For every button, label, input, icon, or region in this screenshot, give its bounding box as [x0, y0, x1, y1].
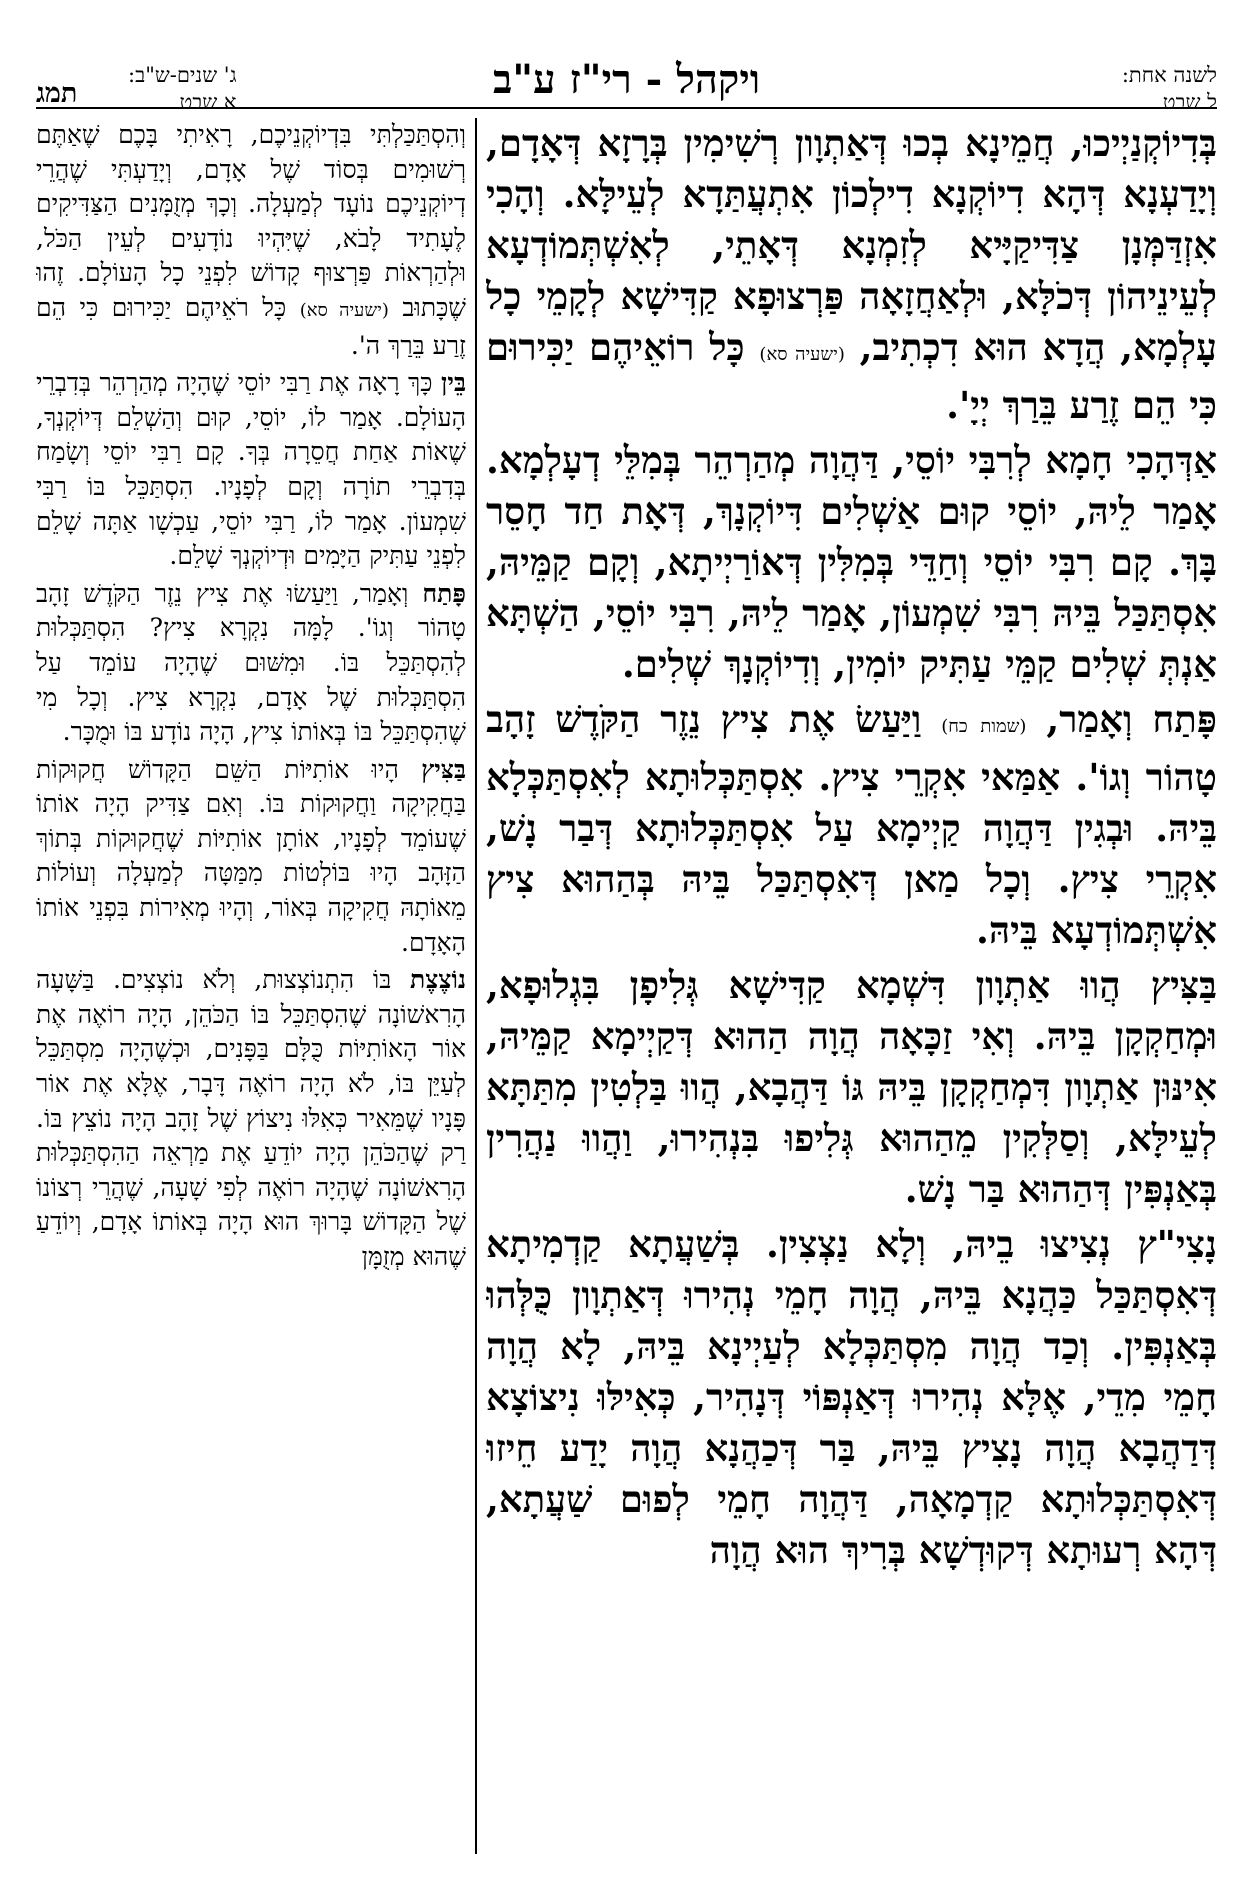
- side-p4-text: הָיוּ אוֹתִיּוֹת הַשֵּׁם הַקָּדוֹשׁ חֲקוּקוֹת בַּחֲקִיקָה וַחֲקוּקוֹת בּוֹ. וְאִם צַדִּיק הָיָה אוֹתוֹ שֶׁעוֹמֵד לְפָנָיו, אוֹתָן אוֹתִיּוֹת שֶׁחֲקוּקוֹת בְּתוֹךְ הַזָּהָב הָיוּ בּוֹלְטוֹת מִמַּטָּה לְמַעְלָה וְעוֹלוֹת מֵאוֹתָהּ חֲקִיקָה בְּאוֹר, וְהָיוּ מְאִירוֹת בִּפְנֵי אוֹתוֹ הָאָדָם.: [36, 754, 466, 957]
- main-p2-text: אַדְּהָכִי חָמָא לְרִבִּי יוֹסֵי, דַּהֲוָה מְהַרְהֵר בְּמִלֵּי דְעָלְמָא. אָמַר לֵיהּ, יוֹסֵי קוּם אַשְׁלִים דִּיוֹקְנָךְ, דְּאָת חַד חָסֵר בָּךְ. קָם רִבִּי יוֹסֵי וְחַדֵּי בְּמִלִּין דְּאוֹרַיְיתָא, וְקָם קַמֵּיהּ, אִסְתַּכַּל בֵּיהּ רִבִּי שִׁמְעוֹן, אָמַר לֵיהּ, רִבִּי יוֹסֵי, הַשְׁתָּא אַנְתְּ שְׁלִים קַמֵּי עַתִּיק יוֹמִין, וְדִיוֹקְנָךְ שְׁלִים.: [486, 438, 1217, 686]
- side-p3-lead: פָּתַח: [422, 578, 466, 608]
- page-number: תמג: [36, 78, 78, 109]
- main-p1-ref: (ישעיה סא): [759, 344, 845, 365]
- side-p1-ref: (ישעיה סא): [299, 299, 389, 321]
- main-p1-text: בְּדִיוֹקְנַיְיכוּ, חֲמֵינָא בְכוּ דְּאַתְוָון רְשִׁימִין בְּרָזָא דְּאָדָם, וְיָדַעְנָא דְּהָא דִיוֹקְנָא דִילְכוֹן אִתְעֲתַּדָא לְעֵילָּא. וְהָכִי אִזְדַּמְּנָן צַדִּיקַיָּיא לְזִמְנָא דְּאָתֵי, לְאִשְׁתְּמוֹדְעָא לְעֵינֵיהוֹן דְּכֹלָּא, וּלְאַחֲזָאָה פַּרְצוּפָא קַדִּישָׁא לְקָמֵי כָל עָלְמָא, הֲדָא הוּא דִכְתִיב,: [486, 121, 1217, 369]
- side-p1-text: וְהִסְתַּכַּלְתִּי בִּדְיוֹקְנֵיכֶם, רָאִיתִי בָּכֶם שֶׁאַתֶּם רְשׁוּמִים בְּסוֹד שֶׁל אָדָם, וְיָדַעְתִּי שֶׁהֲרֵי דְיוֹקְנֵיכֶם נוֹעָד לְמַעְלָה. וְכָךְ מְזֻמָּנִים הַצַּדִּיקִים לֶעָתִיד לָבֹא, שֶׁיִּהְיוּ נוֹדָעִים לְעֵין הַכֹּל, וּלְהַרְאוֹת פַּרְצוּף קָדוֹשׁ לִפְנֵי כָל הָעוֹלָם. זֶהוּ שֶׁכָּתוּב: [36, 120, 466, 322]
- side-p5-text: בּוֹ הִתְנוֹצְצוּת, וְלֹא נוֹצְצִים. בַּשָּׁעָה הָרִאשׁוֹנָה שֶׁהִסְתַּכֵּל בּוֹ הַכֹּהֵן, הָיָה רוֹאֶה אֶת אוֹר הָאוֹתִיּוֹת כֻּלָּם בַּפָּנִים, וּכְשֶׁהָיָה מִסְתַּכֵּל לְעַיֵּן בּוֹ, לֹא הָיָה רוֹאֶה דָּבָר, אֶלָּא אֶת אוֹר פָּנָיו שֶׁמֵּאִיר כְּאִלּוּ נִיצוֹץ שֶׁל זָהָב הָיָה נוֹצֵץ בּוֹ. רַק שֶׁהַכֹּהֵן הָיָה יוֹדֵעַ אֶת מַרְאֵה הַהִסְתַּכְּלוּת הָרִאשׁוֹנָה שֶׁהָיָה רוֹאֶה לְפִי שָׁעָה, שֶׁהֲרֵי רְצוֹנוֹ שֶׁל הַקָּדוֹשׁ בָּרוּךְ הוּא הָיָה בְּאוֹתוֹ אָדָם, וְיוֹדֵעַ שֶׁהוּא מְזֻמָּן: [36, 965, 466, 1271]
- side-paragraph-3: [36, 577, 466, 750]
- main-paragraph-3: [486, 694, 1217, 956]
- side-p2-lead: בֵּין: [441, 368, 466, 398]
- one-year-schedule-date: ל שבט: [1162, 90, 1217, 114]
- page-header: [36, 40, 1217, 114]
- side-p4-lead: בַּצִּיץ: [421, 754, 466, 784]
- page-title: ויקהל - רי"ז ע"ב: [492, 56, 761, 103]
- side-paragraph-4: [36, 753, 466, 961]
- three-year-schedule-date: א שבט: [179, 90, 237, 114]
- three-year-schedule-label: ג' שנים-ש"ב:: [128, 63, 237, 87]
- header-divider: [36, 107, 1217, 109]
- main-p3-ref: (שמות כח): [941, 716, 1027, 737]
- side-p2-text: כָּךְ רָאָה אֶת רַבִּי יוֹסֵי שֶׁהָיָה מְהַרְהֵר בְּדִבְרֵי הָעוֹלָם. אָמַר לוֹ, יוֹסֵי, קוּם וְהַשְׁלֵם דְּיוֹקְנְךָ, שֶׁאוֹת אַחַת חֲסֵרָה בְּךָ. קָם רַבִּי יוֹסֵי וְשָׂמַח בְּדִבְרֵי תוֹרָה וְקָם לְפָנָיו. הִסְתַּכֵּל בּוֹ רַבִּי שִׁמְעוֹן. אָמַר לוֹ, רַבִּי יוֹסֵי, עַכְשָׁו אַתָּה שָׁלֵם לִפְנֵי עַתִּיק הַיָּמִים וּדְיוֹקְנְךָ שָׁלֵם.: [36, 368, 466, 571]
- main-paragraph-1: [486, 118, 1217, 431]
- main-p4-text: הֲווּ אַתְוָון דִּשְׁמָא קַדִּישָׁא גְּלִיפָן בִּגְלוּפָא, וּמְחַקְקָן בֵּיהּ. וְאִי זַכָּאָה הֲוָה הַהוּא דְּקַיְימָא קַמֵּיהּ, אִינּוּן אַתְוָון דִּמְחַקְקָן בֵּיהּ גּוֹ דַּהֲבָא, הֲווּ בַּלְטִין מִתַּתָּא לְעֵילָּא, וְסַלְּקִין מֵהַהוּא גְּלִיפוּ בִּנְהִירוּ, וַהֲווּ נַהֲרִין בְּאַנְפִּין דְּהַהוּא בַּר נָשׁ.: [486, 963, 1217, 1211]
- main-paragraph-5: [486, 1219, 1217, 1576]
- side-p1-tail: כָּל רֹאֵיהֶם יַכִּירוּם כִּי הֵם זֶרַע בֵּרַךְ ה'.: [36, 292, 466, 360]
- main-paragraph-4: [486, 960, 1217, 1215]
- main-p1-quote: כָּל רוֹאֵיהֶם יַכִּירוּם כִּי הֵם זֶרַע בֵּרַךְ יְיָ'.: [486, 325, 1217, 427]
- side-paragraph-1: [36, 118, 466, 363]
- main-paragraph-2: [486, 435, 1217, 690]
- main-p5-text: נְצִיצוּ בֵיהּ, וְלָא נַצְצִין. בְּשַׁעֲתָא קַדְמִיתָא דְּאִסְתַּכַּל כַּהֲנָא בֵּיהּ, הֲוָה חָמֵי נְהִירוּ דְּאַתְוָון כֻּלְּהוּ בְּאַנְפִּין. וְכַד הֲוָה מִסְתַּכְּלָא לְעַיְינָא בֵּיהּ, לָא הֲוָה חָמֵי מִדֵי, אֶלָּא נְהִירוּ דְּאַנְפּוֹי דְּנָהִיר, כְּאִילּוּ נִיצוֹצָא דְּדַהֲבָא הֲוָה נָצִיץ בֵּיהּ, בַּר דְּכַהֲנָא הֲוָה יָדַע חֵיזוּ דְּאִסְתַּכְּלוּתָא קַדְמָאָה, דַּהֲוָה חָמֵי לְפוּם שַׁעֲתָא, דְּהָא רְעוּתָא דְּקוּדְשָׁא בְּרִיךְ הוּא הֲוָה: [486, 1222, 1217, 1572]
- side-p5-lead: נוֹצֶצֶת: [410, 965, 466, 995]
- main-p5-lead: נָצִי"ץ: [1137, 1222, 1217, 1266]
- side-paragraph-2: [36, 366, 466, 574]
- column-divider: [475, 118, 477, 1854]
- side-p3-text: וְאָמַר, וַיַּעַשׂוּ אֶת צִיץ נֵזֶר הַקֹּדֶשׁ זָהָב טָהוֹר וְגוֹ'. לָמָּה נִקְרָא צִיץ? הִסְתַּכְּלוּת לְהִסְתַּכֵּל בּוֹ. וּמִשּׁוּם שֶׁהָיָה עוֹמֵד עַל הִסְתַּכְּלוּת שֶׁל אָדָם, נִקְרָא צִיץ. וְכָל מִי שֶׁהִסְתַּכֵּל בּוֹ בְּאוֹתוֹ צִיץ, הָיָה נוֹדָע בּוֹ וּמֻכָּר.: [36, 578, 466, 747]
- one-year-schedule-label: לשנה אחת:: [1121, 63, 1217, 87]
- hebrew-translation-column: [36, 118, 466, 1854]
- main-p3-lead: פָּתַח וְאָמַר,: [1046, 697, 1217, 741]
- aramaic-text-column: [486, 118, 1217, 1854]
- main-p3-text: וַיַּעַשׂ אֶת צִיץ נֵזֶר הַקֹּדֶשׁ זָהָב טָהוֹר וְגוֹ'. אַמַּאי אִקְרֵי צִיץ. אִסְתַּכְּלוּתָא לְאִסְתַּכְּלָא בֵּיהּ. וּבְגִין דַּהֲוָה קַיְימָא עַל אִסְתַּכְּלוּתָא דְּבַר נָשׁ, אִקְרֵי צִיץ. וְכָל מַאן דְּאִסְתַּכַּל בֵּיהּ בְּהַהוּא צִיץ אִשְׁתְּמוֹדְעָא בֵּיהּ.: [486, 697, 1217, 952]
- main-p4-lead: בַּצִּיץ: [1150, 963, 1217, 1007]
- side-paragraph-5: [36, 963, 466, 1274]
